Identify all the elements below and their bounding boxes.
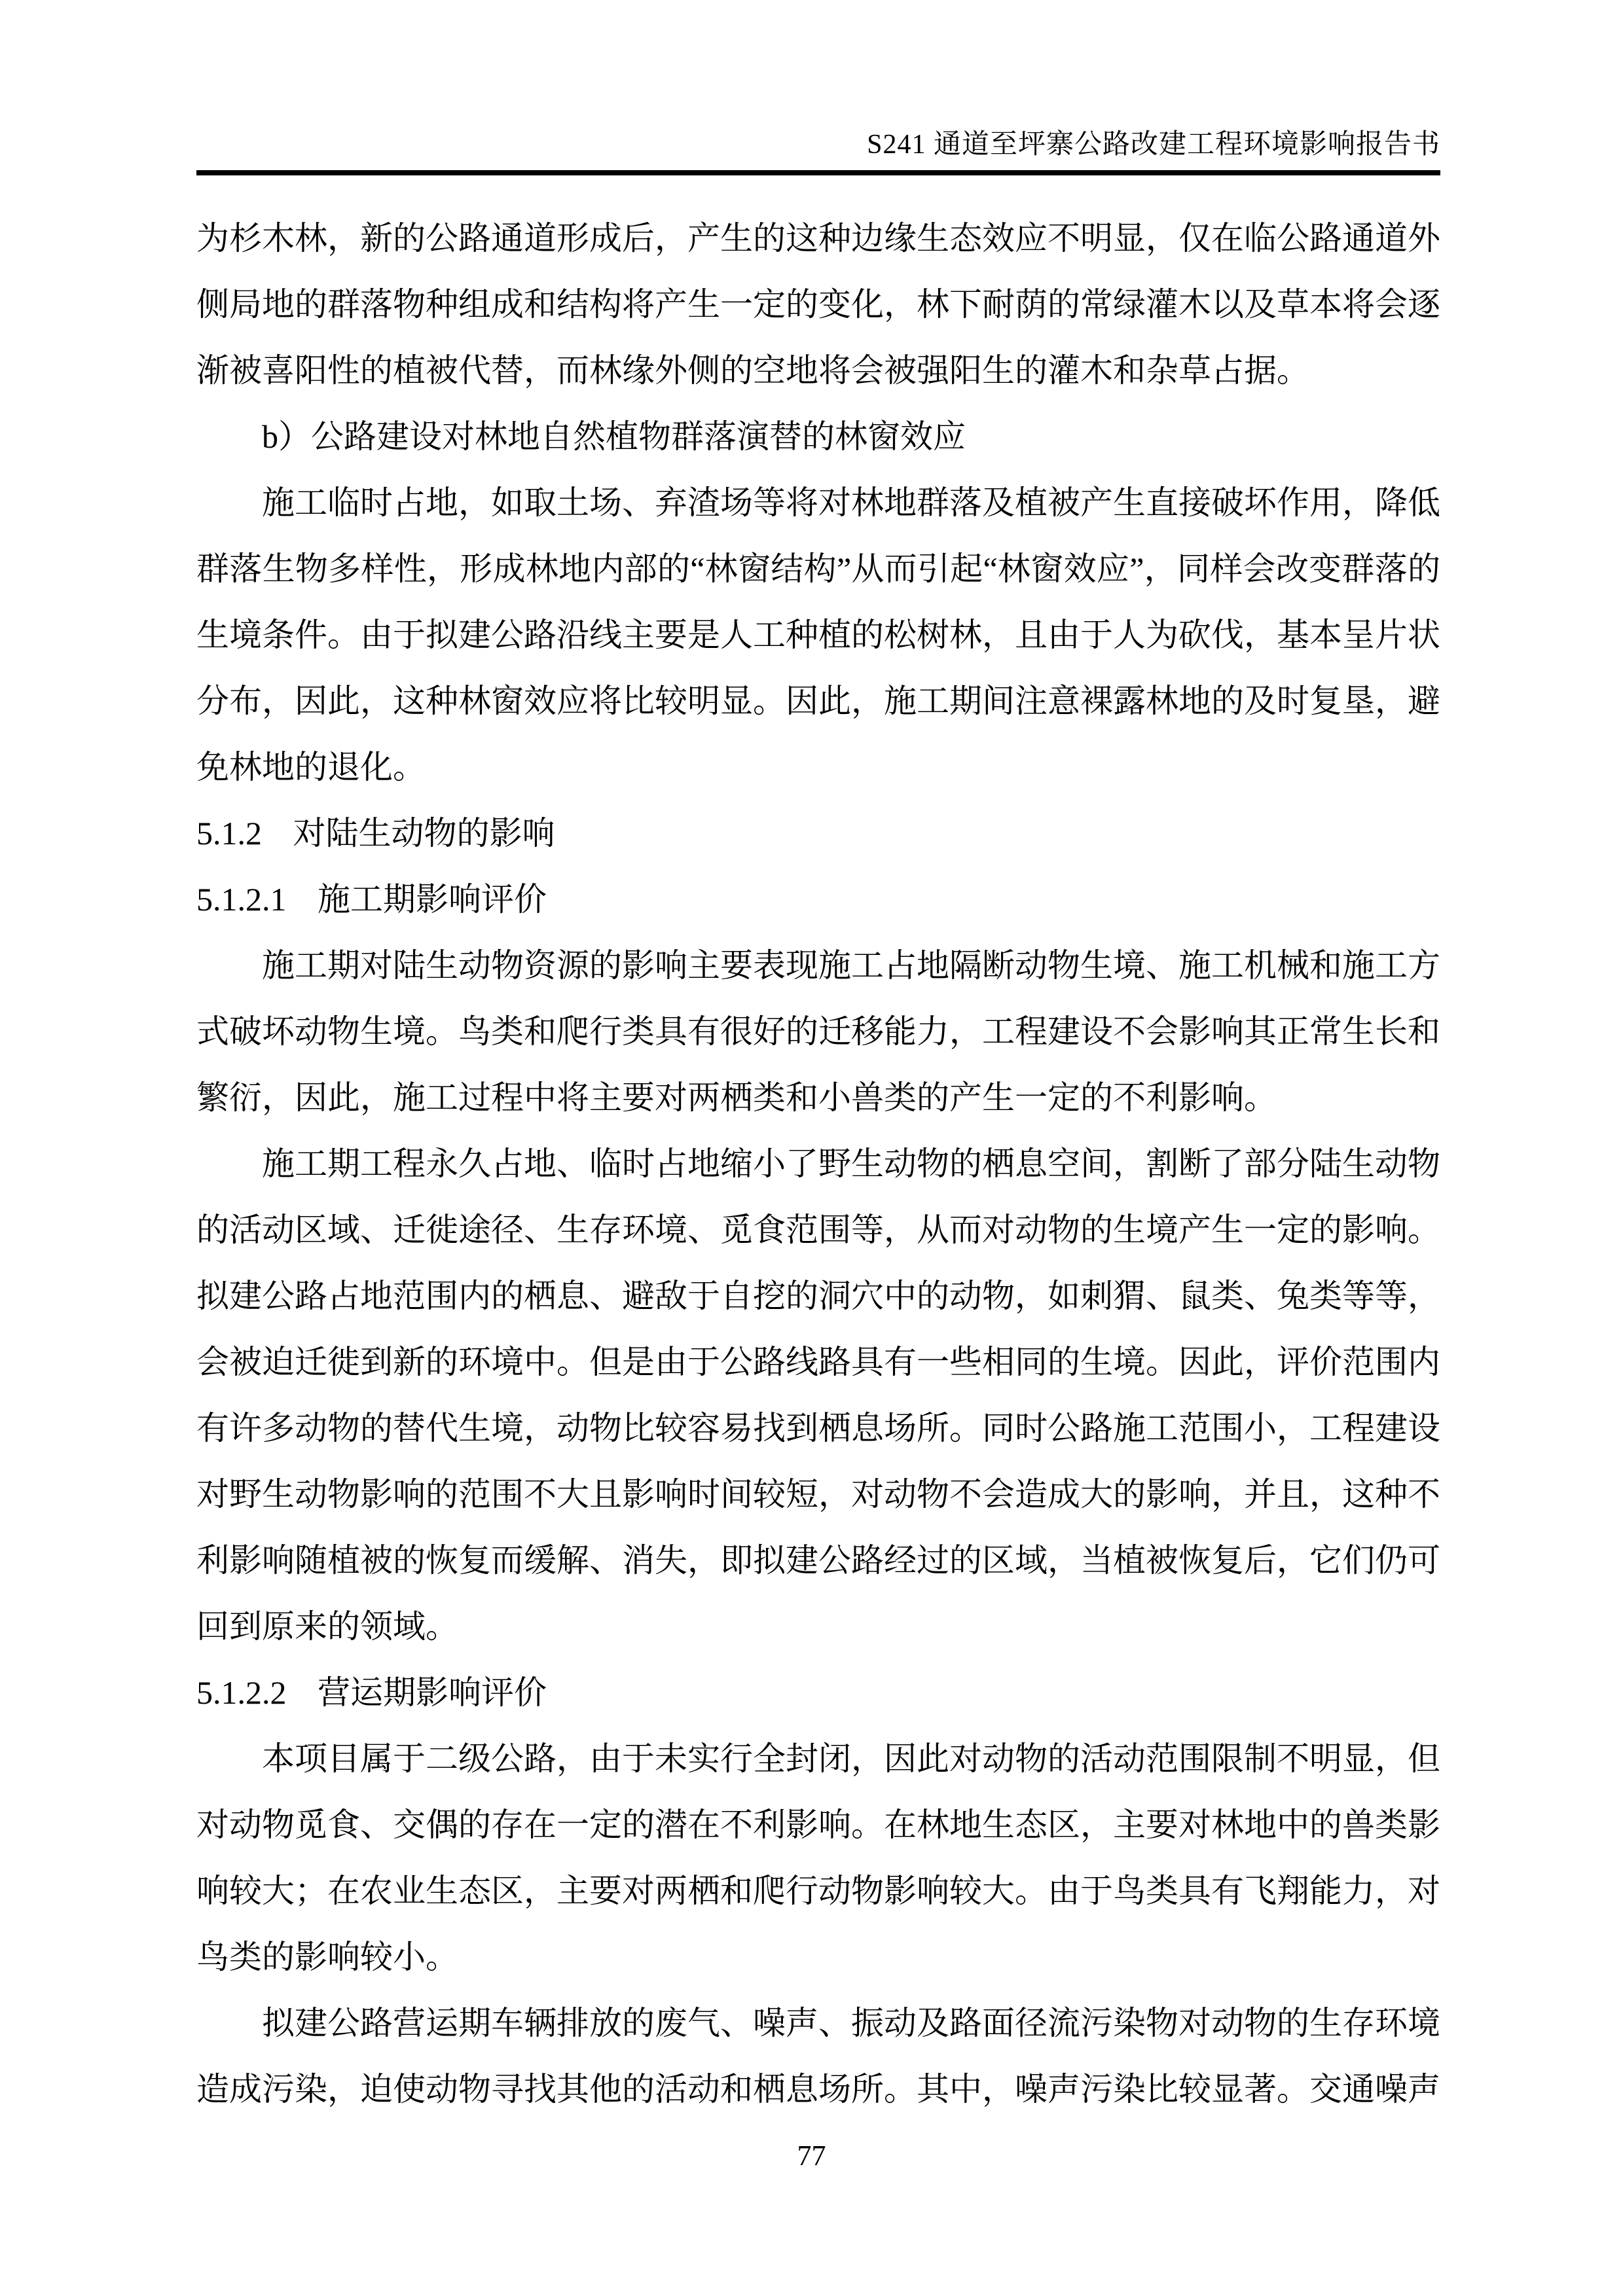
heading-title: 对陆生动物的影响 [293,815,555,852]
sub-heading-forest-gap-effect: b）公路建设对林地自然植物群落演替的林窗效应 [262,418,966,455]
content-column [196,0,1440,2123]
heading-title: 营运期影响评价 [318,1674,547,1711]
heading-title: 施工期影响评价 [318,881,547,918]
paragraph: 拟建公路营运期车辆排放的废气、噪声、振动及路面径流污染物对动物的生存环境造成污染，迫使动物寻找其他的活动和栖息场所。其中，噪声污染比较显著。交通噪声 [196,2005,1440,2108]
paragraph: 本项目属于二级公路，由于未实行全封闭，因此对动物的活动范围限制不明显，但对动物觅食、交偶的存在一定的潜在不利影响。在林地生态区，主要对林地中的兽类影响较大；在农业生态区，主要对两栖和爬行动物影响较大。由于鸟类具有飞翔能力，对鸟类的影响较小。 [196,1740,1440,1975]
heading-number: 5.1.2.1 [196,881,287,918]
paragraph: 施工期工程永久占地、临时占地缩小了野生动物的栖息空间，割断了部分陆生动物的活动区域、迁徙途径、生存环境、觅食范围等，从而对动物的生境产生一定的影响。拟建公路占地范围内的栖息、避敌于自挖的洞穴中的动物，如刺猬、鼠类、兔类等等，会被迫迁徙到新的环境中。但是由于公路线路具有一些相同的生境。因此，评价范围内有许多动物的替代生境，动物比较容易找到栖息场所。同时公路施工范围小，工程建设对野生动物影响的范围不大且影响时间较短，对动物不会造成大的影响，并且，这种不利影响随植被的恢复而缓解、消失，即拟建公路经过的区域，当植被恢复后，它们仍可回到原来的领域。 [196,1145,1440,1645]
header-title: S241 通道至坪寨公路改建工程环境影响报告书 [867,130,1440,160]
document-body [196,206,1440,2123]
heading-5-1-2-1 [196,867,1440,933]
heading-number: 5.1.2.2 [196,1674,287,1711]
page-header [196,0,1440,175]
paragraph-continuation: 为杉木林，新的公路通道形成后，产生的这种边缘生态效应不明显，仅在临公路通道外侧局地的群落物种组成和结构将产生一定的变化，林下耐荫的常绿灌木以及草本将会逐渐被喜阳性的植被代替，而林缘外侧的空地将会被强阳生的灌木和杂草占据。 [196,220,1440,389]
paragraph: 施工临时占地，如取土场、弃渣场等将对林地群落及植被产生直接破坏作用，降低群落生物多样性，形成林地内部的“林窗结构”从而引起“林窗效应”，同样会改变群落的生境条件。由于拟建公路沿线主要是人工种植的松树林，且由于人为砍伐，基本呈片状分布，因此，这种林窗效应将比较明显。因此，施工期间注意裸露林地的及时复垦，避免林地的退化。 [196,484,1440,785]
paragraph: 施工期对陆生动物资源的影响主要表现施工占地隔断动物生境、施工机械和施工方式破坏动物生境。鸟类和爬行类具有很好的迁移能力，工程建设不会影响其正常生长和繁衍，因此，施工过程中将主要对两栖类和小兽类的产生一定的不利影响。 [196,947,1440,1116]
heading-5-1-2 [196,800,1440,867]
heading-number: 5.1.2 [196,815,262,852]
page-number: 77 [797,2140,826,2172]
page-footer [0,2139,1623,2173]
heading-5-1-2-2 [196,1660,1440,1726]
